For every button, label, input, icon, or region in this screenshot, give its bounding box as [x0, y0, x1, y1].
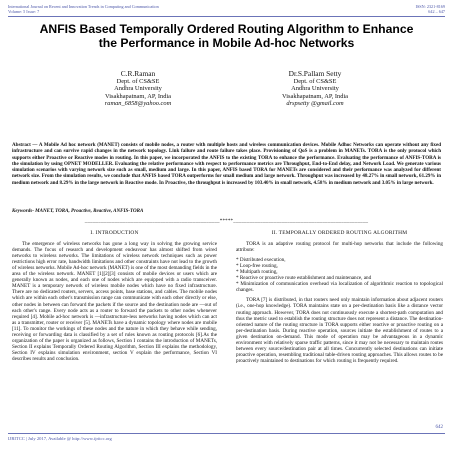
author-block-1 — [78, 70, 198, 108]
tora-description-paragraph: TORA [7] is distributed, in that routers need only maintain information about adjacent routers (i.e., one-hop knowledge). TORA maintains state on a per-destination basis like a distance vector routing approach. However, TORA does not continuously execute a shortest-path computation and thus the metric used to establish the routing structure does not represent a distance. The destination-oriented nature of the routing structure in TORA supports either reactive or proactive routing on a per-destination basis. During reactive operation, sources initiate the establishment of routes to a given destination on-demand. This mode of operation may be advantageous in a dynamic environment with relatively sparse traffic patterns, since it may not be necessary to maintain routes between every source/destination pair at all times. Concurrently selected destinations can initiate proactive operation, resembling traditional table-driven routing approaches. This allows routes to be proactively maintained to destinations for which routing is frequently required. — [236, 297, 443, 364]
author-dept: Dept. of CS&SE — [293, 77, 337, 85]
tora-intro-paragraph: TORA is an adaptive routing protocol for multi-hop networks that include the following attribute: — [236, 241, 443, 254]
list-item: * Multipath routing, — [236, 269, 278, 276]
header-divider — [8, 16, 445, 17]
keywords: Keywords- MANET, TORA, Proactive, Reactive, ANFIS-TORA — [12, 208, 144, 214]
section-heading-tora: II. TEMPORALLY ORDERED ROUTING ALGORITHM — [271, 230, 408, 236]
author-university: Andhra University — [114, 85, 162, 93]
paper-title: ANFIS Based Temporally Ordered Routing Algorithm to Enhance the Performance in Mobile Ad-hoc Networks — [39, 22, 414, 50]
list-item: * Minimization of communication overhead via localization of algorithmic reaction to topological changes. — [236, 281, 443, 294]
section-separator: __________________________________________________*****__________________________________________________ — [84, 219, 369, 224]
left-column — [12, 230, 217, 366]
list-item: * Reactive or proactive route establishment and maintenance, and — [236, 275, 372, 282]
author-city: Visakhapatnam, AP, India — [105, 92, 171, 100]
tora-attribute-list — [236, 257, 443, 293]
list-item: * Distributed execution, — [236, 257, 286, 264]
author-block-2 — [255, 70, 375, 108]
footer-text: IJRITCC | July 2017, Available @ http://www.ijritcc.org — [8, 436, 112, 441]
journal-issn: ISSN: 2321-8169 — [415, 4, 445, 9]
author-email[interactable]: raman_6858@yahoo.com — [104, 100, 172, 108]
author-university: Andhra University — [291, 85, 339, 93]
abstract: Abstract — A Mobile Ad hoc network (MANET) consists of mobile nodes, a router with multiple hosts and wireless communication devices. Mobile Adhoc Networks can operate without any fixed infrastructure and can survive rapid changes in the network topology. Link failure and route failure takes place. Provisioning of QoS is a problem in MANETs. TORA is the only protocol which supports either Proactive or Reactive modes in routing. In this paper, we incorporated the ANFIS to the existing TORA to enhance the performance. Evaluating the performance of ANFIS-TORA is the simulation by using OPNET MODELLER. Evaluating the relative performance with respect to performance metrics are Throughput, End-to-End delay, and Network Load. We generate various simulation scenarios with varying network size such as small, medium and large. In this paper, ANFIS based TORA for MANETs are considered and their performance was analyzed for different network size. From the simulation results, we conclude that ANFIS based TORA outperforms for small medium and large network. Throughput was increased by 48.27% in small network, 61.29% in medium network and 8.29% in the large network in Reactive mode. In Proactive, the throughput is increased by 103.40% in small network, 4.58% in medium network and 3.05% in large network. — [12, 142, 441, 186]
journal-name: International Journal on Recent and Innovation Trends in Computing and Communication — [8, 4, 159, 9]
author-city: Visakhapatnam, AP, India — [282, 92, 348, 100]
journal-pages: 642 – 647 — [428, 9, 445, 14]
section-heading-introduction: I. INTRODUCTION — [90, 230, 139, 236]
author-dept: Dept. of CS&SE — [116, 77, 160, 85]
list-item: * Loop-free routing, — [236, 263, 278, 270]
right-column — [236, 230, 443, 368]
author-email[interactable]: drspsetty @gmail.com — [286, 100, 344, 108]
intro-paragraph: The emergence of wireless networks has gone a long way in solving the growing service demands. The focus of research and development endeavour has almost shifted from wired networks to wireless networks. The limitations of wireless network techniques such as power restrictions high error rate, bandwidth limitations and other constraints have not lead to the growth of wireless networks. Mobile Ad-hoc network (MANET) is one of the most demanding fields in the area of the wireless network. MANET [1][2][3] consists of mobile devices or users which are generally known as nodes, and each one of nodes which are equipped with a radio transceiver. MANET is a temporary network of wireless mobile nodes which have no fixed infrastructure. There are no dedicated routers, servers, access points, base stations, and cables. The mobile nodes which are within each other's transmission range can communicate with each other directly or else, other nodes in between can forward the packets if the source and the destination node are —out of each other's range. Every node acts as a router to forward the packets to other nodes whenever required [4]. Mobile ad-hoc network is —infrastructure-less networks having nodes which can act as a transmitter, router or receiver [5]. MANETs have a dynamic topology where nodes are mobile [11]. To monitor the workings of these nodes and the nature in which they behave while sending, receiving or forwarding data is classified by a set of rules known as routing protocols [6].As the organization of the paper is organized as follows, Section I contains the introduction of MANETs, Section II explains Temporally Ordered Routing Algorithm, Section III explains the methodology, Section IV explains simulation environment, section V explain the performance, Section VI describes results and conclusion. — [12, 241, 218, 362]
journal-volume: Volume: 5 Issue: 7 — [8, 9, 40, 14]
author-name: C.R.Raman — [120, 69, 156, 78]
author-name: Dr.S.Pallam Setty — [288, 69, 342, 78]
page-number: 642 — [435, 425, 443, 430]
footer-divider — [8, 433, 445, 434]
